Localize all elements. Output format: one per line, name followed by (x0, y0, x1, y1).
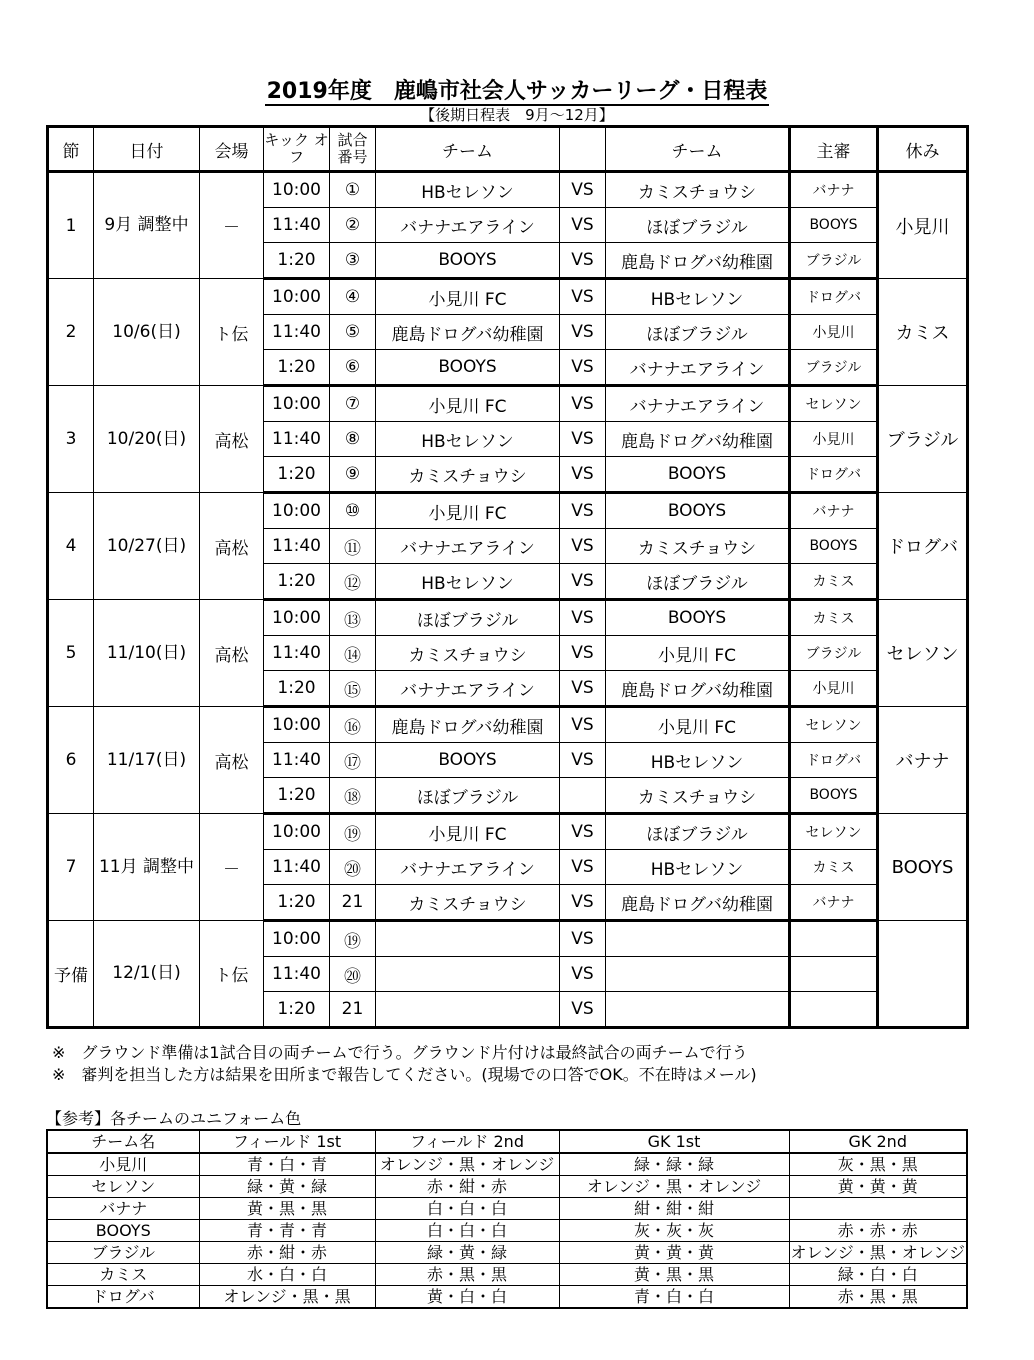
uniform-color-cell: 水・白・白 (199, 1264, 375, 1286)
team-away: BOOYS (606, 600, 790, 636)
match-number: ⑱ (330, 778, 376, 814)
uniform-color-cell: 赤・紺・赤 (199, 1242, 375, 1264)
kickoff-time: 10:00 (264, 921, 330, 957)
team-away: BOOYS (606, 457, 790, 493)
vs-label: VS (560, 921, 606, 957)
team-home: 小見川 FC (376, 386, 560, 422)
round-number: 4 (48, 493, 94, 600)
team-home: カミスチョウシ (376, 885, 560, 921)
team-home: 鹿島ドログバ幼稚園 (376, 707, 560, 743)
match-number: ⑪ (330, 529, 376, 564)
round-number: 予備 (48, 921, 94, 1028)
team-away: 鹿島ドログバ幼稚園 (606, 243, 790, 279)
round-date: 10/6(日) (94, 279, 200, 386)
team-away: 鹿島ドログバ幼稚園 (606, 671, 790, 707)
team-away: バナナエアライン (606, 386, 790, 422)
kickoff-time: 11:40 (264, 208, 330, 243)
referee: ブラジル (790, 636, 878, 671)
match-row (48, 172, 968, 208)
vs-label: VS (560, 529, 606, 564)
vs-label: VS (560, 279, 606, 315)
page-title-text: 2019年度 鹿嶋市社会人サッカーリーグ・日程表 (266, 79, 768, 104)
referee: ドログバ (790, 457, 878, 493)
uniform-team-name: BOOYS (47, 1220, 199, 1242)
rest-team: ブラジル (878, 386, 968, 493)
referee: カミス (790, 600, 878, 636)
uniform-row (47, 1220, 967, 1242)
uniform-team-name: セレソン (47, 1176, 199, 1198)
vs-label: VS (560, 315, 606, 350)
referee: バナナ (790, 493, 878, 529)
referee: BOOYS (790, 778, 878, 814)
team-home: HBセレソン (376, 172, 560, 208)
uniform-color-cell: 灰・黒・黒 (789, 1153, 967, 1176)
note-item: ※ グラウンド準備は1試合目の両チームで行う。グラウンド片付けは最終試合の両チームで行う (52, 1043, 748, 1062)
uniform-color-cell: 赤・黒・黒 (789, 1286, 967, 1309)
round-venue: － (200, 172, 264, 279)
match-number: 21 (330, 992, 376, 1028)
kickoff-time: 1:20 (264, 885, 330, 921)
vs-label: VS (560, 636, 606, 671)
vs-label: VS (560, 422, 606, 457)
kickoff-time: 11:40 (264, 957, 330, 992)
vs-label: VS (560, 814, 606, 850)
team-away: ほぼブラジル (606, 208, 790, 243)
uniform-color-cell (789, 1198, 967, 1220)
team-away (606, 992, 790, 1028)
rest-team (878, 921, 968, 1028)
header-vs (560, 127, 606, 172)
match-number: ⑰ (330, 743, 376, 778)
uniform-row (47, 1198, 967, 1220)
uniform-color-cell: 黄・黒・黒 (559, 1264, 789, 1286)
kickoff-time: 10:00 (264, 600, 330, 636)
header-match-no: 試合 番号 (330, 127, 376, 172)
vs-label: VS (560, 243, 606, 279)
match-number: ⑤ (330, 315, 376, 350)
round-date: 11/10(日) (94, 600, 200, 707)
vs-label: VS (560, 671, 606, 707)
match-number: ⑥ (330, 350, 376, 386)
kickoff-time: 11:40 (264, 529, 330, 564)
uniform-team-name: カミス (47, 1264, 199, 1286)
match-number: ⑧ (330, 422, 376, 457)
uniform-color-cell: 青・白・青 (199, 1153, 375, 1176)
uniform-color-cell: 灰・灰・灰 (559, 1220, 789, 1242)
vs-label: VS (560, 493, 606, 529)
vs-label: VS (560, 957, 606, 992)
uniform-team-name: ドログバ (47, 1286, 199, 1309)
round-number: 1 (48, 172, 94, 279)
referee: セレソン (790, 386, 878, 422)
referee: バナナ (790, 885, 878, 921)
team-home: 小見川 FC (376, 279, 560, 315)
vs-label: VS (560, 743, 606, 778)
match-number: ⑩ (330, 493, 376, 529)
referee: ブラジル (790, 243, 878, 279)
uniform-color-cell: 緑・黄・緑 (375, 1242, 559, 1264)
referee: ブラジル (790, 350, 878, 386)
team-away: カミスチョウシ (606, 529, 790, 564)
round-venue: － (200, 814, 264, 921)
team-home: 小見川 FC (376, 814, 560, 850)
vs-label: VS (560, 208, 606, 243)
team-home: BOOYS (376, 350, 560, 386)
team-away: カミスチョウシ (606, 778, 790, 814)
referee: 小見川 (790, 422, 878, 457)
round-number: 6 (48, 707, 94, 814)
uniform-header-row (47, 1130, 967, 1153)
team-home: HBセレソン (376, 564, 560, 600)
round-venue: 高松 (200, 386, 264, 493)
uniform-color-cell: 黄・黄・黄 (789, 1176, 967, 1198)
uniform-color-cell: 緑・黄・緑 (199, 1176, 375, 1198)
match-number: 21 (330, 885, 376, 921)
uniform-color-cell: 緑・白・白 (789, 1264, 967, 1286)
kickoff-time: 11:40 (264, 422, 330, 457)
referee: BOOYS (790, 208, 878, 243)
kickoff-time: 11:40 (264, 315, 330, 350)
uniform-color-cell: 青・白・白 (559, 1286, 789, 1309)
round-date: 11/17(日) (94, 707, 200, 814)
header-referee: 主審 (790, 127, 878, 172)
team-away: HBセレソン (606, 279, 790, 315)
match-row (48, 707, 968, 743)
round-venue: ト伝 (200, 279, 264, 386)
rest-team: カミス (878, 279, 968, 386)
uniform-color-cell: オレンジ・黒・黒 (199, 1286, 375, 1309)
vs-label: VS (560, 350, 606, 386)
kickoff-time: 10:00 (264, 172, 330, 208)
round-number: 7 (48, 814, 94, 921)
match-number: ⑮ (330, 671, 376, 707)
rest-team: ドログバ (878, 493, 968, 600)
vs-label: VS (560, 707, 606, 743)
referee: バナナ (790, 172, 878, 208)
uniform-team-name: バナナ (47, 1198, 199, 1220)
round-date: 10/27(日) (94, 493, 200, 600)
match-row (48, 386, 968, 422)
uniform-color-cell: 赤・赤・赤 (789, 1220, 967, 1242)
team-home: BOOYS (376, 243, 560, 279)
kickoff-time: 1:20 (264, 992, 330, 1028)
uniform-row (47, 1176, 967, 1198)
uniform-color-cell: 青・青・青 (199, 1220, 375, 1242)
team-away: ほぼブラジル (606, 564, 790, 600)
round-date: 9月 調整中 (94, 172, 200, 279)
kickoff-time: 11:40 (264, 636, 330, 671)
uniform-color-cell: 白・白・白 (375, 1220, 559, 1242)
uniform-color-cell: 赤・黒・黒 (375, 1264, 559, 1286)
vs-label: VS (560, 885, 606, 921)
referee: ドログバ (790, 743, 878, 778)
uniform-color-cell: オレンジ・黒・オレンジ (789, 1242, 967, 1264)
round-date: 12/1(日) (94, 921, 200, 1028)
referee: ドログバ (790, 279, 878, 315)
team-away: ほぼブラジル (606, 315, 790, 350)
match-row (48, 493, 968, 529)
match-number: ⑨ (330, 457, 376, 493)
vs-label: VS (560, 992, 606, 1028)
team-home: 鹿島ドログバ幼稚園 (376, 315, 560, 350)
team-away: ほぼブラジル (606, 814, 790, 850)
kickoff-time: 11:40 (264, 850, 330, 885)
referee: BOOYS (790, 529, 878, 564)
round-number: 2 (48, 279, 94, 386)
round-number: 3 (48, 386, 94, 493)
team-home: BOOYS (376, 743, 560, 778)
uniform-row (47, 1242, 967, 1264)
team-home: ほぼブラジル (376, 778, 560, 814)
match-row (48, 814, 968, 850)
team-away: 小見川 FC (606, 636, 790, 671)
schedule-header-row (48, 127, 968, 172)
round-number: 5 (48, 600, 94, 707)
kickoff-time: 1:20 (264, 778, 330, 814)
rest-team: BOOYS (878, 814, 968, 921)
kickoff-time: 10:00 (264, 279, 330, 315)
match-number: ⑲ (330, 921, 376, 957)
rest-team: 小見川 (878, 172, 968, 279)
referee (790, 957, 878, 992)
vs-label: VS (560, 172, 606, 208)
vs-label: VS (560, 457, 606, 493)
team-away: HBセレソン (606, 743, 790, 778)
referee: 小見川 (790, 315, 878, 350)
round-venue: 高松 (200, 707, 264, 814)
referee (790, 921, 878, 957)
kickoff-time: 11:40 (264, 743, 330, 778)
page-title (0, 74, 1034, 105)
round-venue: 高松 (200, 600, 264, 707)
uniform-row (47, 1264, 967, 1286)
team-home: ほぼブラジル (376, 600, 560, 636)
team-away: BOOYS (606, 493, 790, 529)
match-number: ⑲ (330, 814, 376, 850)
match-number: ④ (330, 279, 376, 315)
match-number: ⑯ (330, 707, 376, 743)
team-home: バナナエアライン (376, 671, 560, 707)
team-home: バナナエアライン (376, 850, 560, 885)
header-date: 日付 (94, 127, 200, 172)
uniform-color-cell: 赤・紺・赤 (375, 1176, 559, 1198)
team-home: 小見川 FC (376, 493, 560, 529)
uniform-color-cell: 黄・白・白 (375, 1286, 559, 1309)
team-home: カミスチョウシ (376, 457, 560, 493)
uniform-color-cell: 紺・紺・紺 (559, 1198, 789, 1220)
uniform-team-name: ブラジル (47, 1242, 199, 1264)
uniform-row (47, 1153, 967, 1176)
kickoff-time: 10:00 (264, 707, 330, 743)
uniform-color-cell: 黄・黄・黄 (559, 1242, 789, 1264)
uniform-color-cell: 黄・黒・黒 (199, 1198, 375, 1220)
header-team1: チーム (376, 127, 560, 172)
vs-label (560, 778, 606, 814)
team-away: 小見川 FC (606, 707, 790, 743)
header-rest: 休み (878, 127, 968, 172)
referee (790, 992, 878, 1028)
round-date: 10/20(日) (94, 386, 200, 493)
referee: セレソン (790, 814, 878, 850)
uniform-table (46, 1129, 968, 1309)
match-row (48, 921, 968, 957)
round-venue: ト伝 (200, 921, 264, 1028)
kickoff-time: 1:20 (264, 671, 330, 707)
referee: カミス (790, 850, 878, 885)
uniform-color-cell: オレンジ・黒・オレンジ (559, 1176, 789, 1198)
uniform-color-cell: 緑・緑・緑 (559, 1153, 789, 1176)
uniform-row (47, 1286, 967, 1309)
team-home: バナナエアライン (376, 529, 560, 564)
team-away (606, 921, 790, 957)
header-setsu: 節 (48, 127, 94, 172)
uniform-header-cell: フィールド 1st (199, 1130, 375, 1153)
team-home: HBセレソン (376, 422, 560, 457)
match-number: ⑫ (330, 564, 376, 600)
rest-team: バナナ (878, 707, 968, 814)
kickoff-time: 1:20 (264, 457, 330, 493)
kickoff-time: 10:00 (264, 814, 330, 850)
header-team2: チーム (606, 127, 790, 172)
team-away: 鹿島ドログバ幼稚園 (606, 885, 790, 921)
page-subtitle: 【後期日程表 9月～12月】 (420, 106, 614, 124)
round-date: 11月 調整中 (94, 814, 200, 921)
kickoff-time: 1:20 (264, 243, 330, 279)
match-row (48, 600, 968, 636)
kickoff-time: 1:20 (264, 350, 330, 386)
header-kickoff: キック オフ (264, 127, 330, 172)
match-number: ⑭ (330, 636, 376, 671)
uniform-header-cell: GK 2nd (789, 1130, 967, 1153)
team-home: カミスチョウシ (376, 636, 560, 671)
match-number: ⑦ (330, 386, 376, 422)
notes (52, 1042, 757, 1086)
match-number: ① (330, 172, 376, 208)
vs-label: VS (560, 850, 606, 885)
match-row (48, 279, 968, 315)
uniform-header-cell: フィールド 2nd (375, 1130, 559, 1153)
team-away: HBセレソン (606, 850, 790, 885)
team-home: バナナエアライン (376, 208, 560, 243)
kickoff-time: 10:00 (264, 386, 330, 422)
team-away: バナナエアライン (606, 350, 790, 386)
referee: セレソン (790, 707, 878, 743)
team-home (376, 957, 560, 992)
team-home (376, 921, 560, 957)
team-away (606, 957, 790, 992)
schedule-table (46, 125, 969, 1029)
team-home (376, 992, 560, 1028)
match-number: ⑬ (330, 600, 376, 636)
note-item: ※ 審判を担当した方は結果を田所まで報告してください。(現場での口答でOK。不在時はメール) (52, 1065, 757, 1084)
uniform-team-name: 小見川 (47, 1153, 199, 1176)
match-number: ③ (330, 243, 376, 279)
match-number: ② (330, 208, 376, 243)
referee: カミス (790, 564, 878, 600)
header-venue: 会場 (200, 127, 264, 172)
round-venue: 高松 (200, 493, 264, 600)
uniform-header-cell: GK 1st (559, 1130, 789, 1153)
uniform-color-cell: オレンジ・黒・オレンジ (375, 1153, 559, 1176)
rest-team: セレソン (878, 600, 968, 707)
uniform-header-cell: チーム名 (47, 1130, 199, 1153)
match-number: ⑳ (330, 957, 376, 992)
vs-label: VS (560, 564, 606, 600)
kickoff-time: 10:00 (264, 493, 330, 529)
team-away: 鹿島ドログバ幼稚園 (606, 422, 790, 457)
vs-label: VS (560, 386, 606, 422)
vs-label: VS (560, 600, 606, 636)
team-away: カミスチョウシ (606, 172, 790, 208)
match-number: ⑳ (330, 850, 376, 885)
kickoff-time: 1:20 (264, 564, 330, 600)
uniform-color-cell: 白・白・白 (375, 1198, 559, 1220)
uniform-title: 【参考】各チームのユニフォーム色 (46, 1109, 302, 1128)
referee: 小見川 (790, 671, 878, 707)
